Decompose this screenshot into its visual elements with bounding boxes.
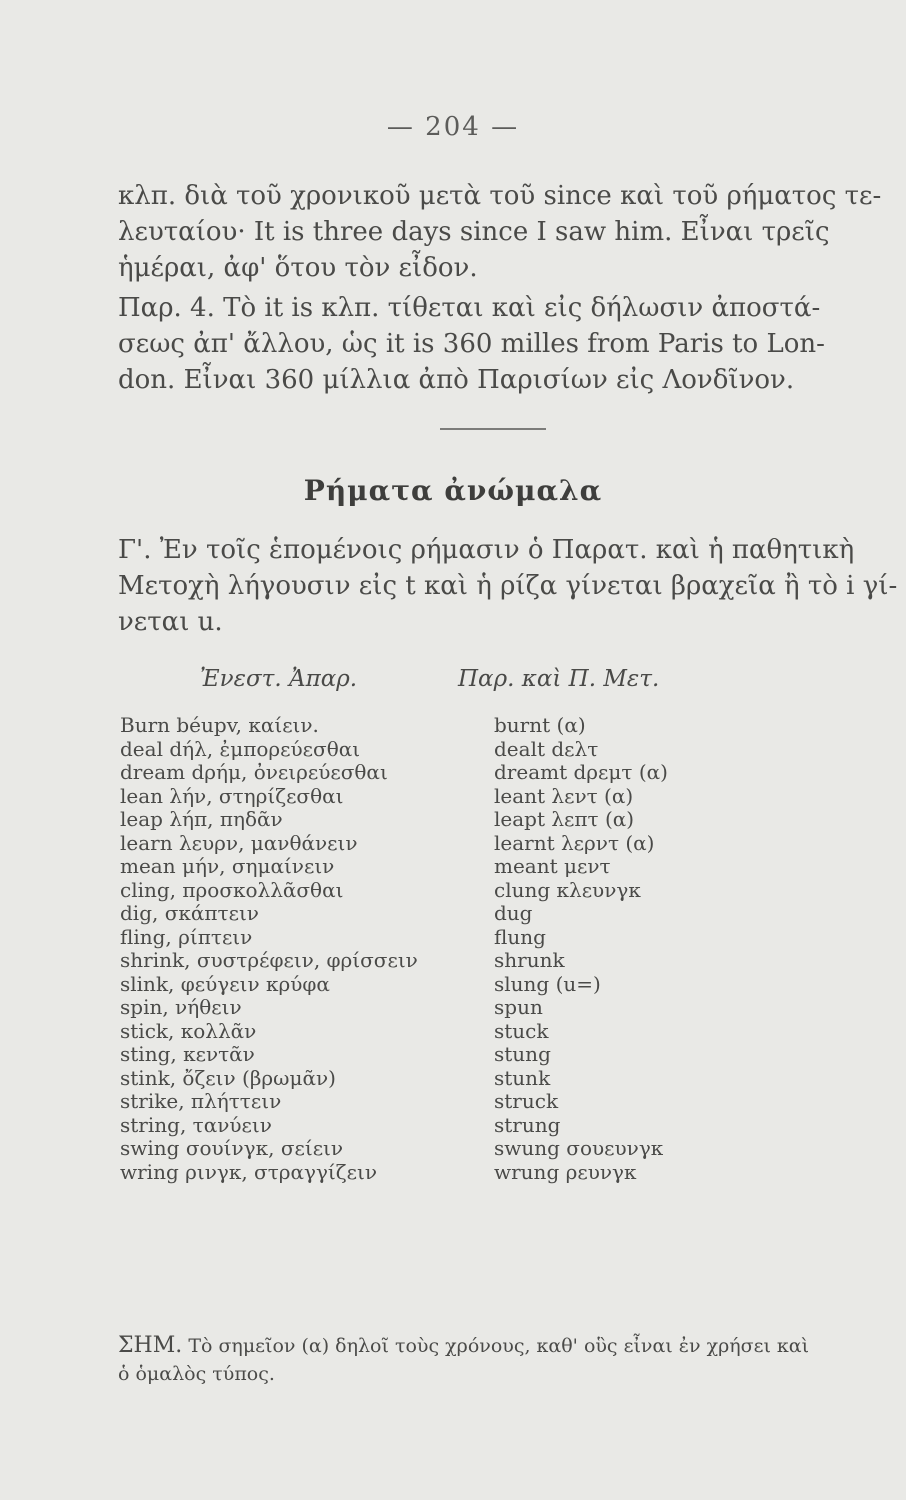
verb-form: dealt dελτ [494, 736, 599, 761]
verb-entry: sting, κεντᾶν [120, 1042, 255, 1066]
verb-form: clung κλευνγκ [494, 877, 641, 902]
verb-list-present [120, 714, 460, 1184]
verb-entry: mean μήν, σημαίνειν [120, 854, 335, 878]
verb-entry: cling, προσκολλᾶσθαι [120, 877, 344, 902]
verb-form: stung [494, 1042, 551, 1066]
column-header-present-infinitive: Ἐνεστ. Ἀπαρ. [200, 666, 358, 692]
verb-list-past [494, 714, 754, 1184]
paragraph-line: Μετοχὴ λήγουσιν εἰς t καὶ ἡ ρίζα γίνεται βραχεῖα ἢ τὸ i γί- [118, 571, 898, 601]
verb-form: leant λεντ (α) [494, 783, 634, 808]
footnote-text: Τὸ σημεῖον (α) δηλοῖ τοὺς χρόνους, καθ' οὓς εἶναι ἐν χρήσει καὶ [188, 1335, 810, 1357]
paragraph-line: don. Εἶναι 360 μίλλια ἀπὸ Παρισίων εἰς Λονδῖνον. [118, 365, 795, 395]
verb-form: stuck [494, 1018, 549, 1043]
paragraph-line: κλπ. διὰ τοῦ χρονικοῦ μετὰ τοῦ since καὶ τοῦ ρήματος τε- [118, 181, 882, 211]
verb-form: wrung ρευνγκ [494, 1159, 637, 1184]
verb-form: swung σουευνγκ [494, 1136, 664, 1160]
paragraph-remark-4 [118, 290, 878, 398]
verb-form: meant μεντ [494, 854, 611, 878]
verb-form: struck [494, 1089, 559, 1113]
paragraph-line: Παρ. 4. Τὸ it is κλπ. τίθεται καὶ εἰς δήλωσιν ἀποστά- [118, 293, 821, 323]
verb-form: strung [494, 1112, 561, 1137]
paragraph-line: νεται u. [118, 607, 223, 637]
verb-entry: fling, ρίπτειν [120, 924, 253, 949]
section-divider [440, 428, 546, 430]
verb-form: leapt λεπτ (α) [494, 807, 635, 831]
verb-entry: spin, νήθειν [120, 995, 242, 1019]
verb-form: burnt (α) [494, 713, 586, 737]
page-number: — 204 — [386, 112, 520, 142]
verb-entry: stink, ὄζειν (βρωμᾶν) [120, 1065, 336, 1090]
verb-entry: lean λήν, στηρίζεσθαι [120, 783, 344, 808]
paragraph-line: σεως ἀπ' ἄλλου, ὡς it is 360 milles from Paris to Lon- [118, 329, 825, 359]
verb-entry: dream dρήμ, ὀνειρεύεσθαι [120, 760, 388, 784]
verb-form: slung (u=) [494, 971, 601, 996]
verb-entry: wring ρινγκ, στραγγίζειν [120, 1159, 377, 1184]
verb-entry: deal dήλ, ἐμπορεύεσθαι [120, 736, 361, 761]
verb-form: shrunk [494, 948, 565, 972]
verb-entry: Burn béupv, καίειν. [120, 713, 319, 737]
verb-form: stunk [494, 1065, 551, 1090]
verb-entry: shrink, συστρέφειν, φρίσσειν [120, 948, 418, 972]
verb-form: learnt λερντ (α) [494, 830, 655, 855]
verb-entry: learn λευρν, μανθάνειν [120, 830, 358, 855]
footnote-line [118, 1332, 878, 1360]
paragraph-line: λευταίου· It is three days since I saw him. Εἶναι τρεῖς [118, 217, 830, 247]
verb-entry: strike, πλήττειν [120, 1089, 282, 1113]
paragraph-line: Γ'. Ἐν τοῖς ἑπομένοις ρήμασιν ὁ Παρατ. καὶ ἡ παθητικὴ [118, 535, 855, 565]
verb-entry: dig, σκάπτειν [120, 901, 259, 925]
paragraph-line: ἡμέραι, ἀφ' ὅτου τὸν εἶδον. [118, 253, 478, 283]
column-header-past-participle: Παρ. καὶ Π. Μετ. [458, 666, 660, 692]
footnote-line-2: ὁ ὁμαλὸς τύπος. [118, 1363, 275, 1385]
verb-entry: slink, φεύγειν κρύφα [120, 971, 330, 996]
paragraph-since [118, 178, 882, 286]
footnote-label: ΣΗΜ. [118, 1333, 183, 1358]
verb-entry: stick, κολλᾶν [120, 1018, 257, 1043]
verb-entry: swing σουίνγκ, σείειν [120, 1136, 344, 1160]
paragraph-irregular-intro [118, 532, 898, 640]
verb-form: dreamt dρεμτ (α) [494, 760, 668, 784]
verb-form: dug [494, 901, 533, 925]
verb-form: spun [494, 995, 543, 1019]
verb-form: flung [494, 924, 546, 949]
verb-entry: string, τανύειν [120, 1112, 272, 1137]
verb-entry: leap λήπ, πηδᾶν [120, 807, 283, 831]
section-heading: Ρήματα ἀνώμαλα [303, 474, 603, 507]
footnote [118, 1332, 878, 1388]
